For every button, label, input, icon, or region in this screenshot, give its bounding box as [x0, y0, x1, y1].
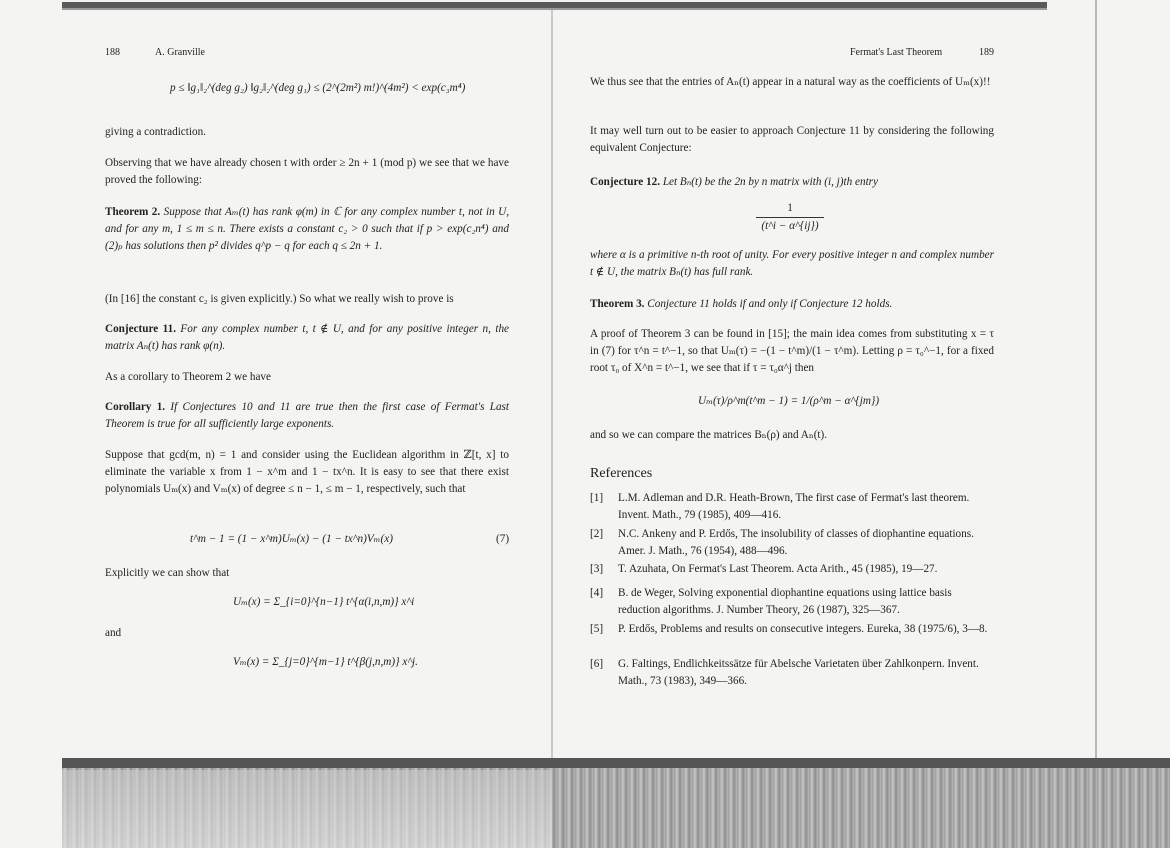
- scan-right-edge: [1095, 0, 1097, 848]
- corollary-1-text: If Conjectures 10 and 11 are true then the first case of Fermat's Last Theorem is true for all sufficiently large exponents.: [105, 401, 510, 430]
- theorem-2: [105, 204, 509, 255]
- left-page-number: 188: [105, 47, 120, 58]
- reference-5-number: [5]: [590, 623, 604, 635]
- reference-4: [590, 585, 994, 619]
- paragraph-entries: We thus see that the entries of Aₙ(t) appear in a natural way as the coefficients of Uₘ(x)!!: [590, 76, 991, 88]
- equation-7: t^m − 1 = (1 − x^m)Uₘ(x) − (1 − tx^n)Vₘ(x): [190, 533, 393, 545]
- theorem-2-label: Theorem 2.: [105, 206, 161, 218]
- conjecture-11-label: Conjecture 11.: [105, 323, 176, 335]
- reference-4-number: [4]: [590, 587, 604, 599]
- conjecture-11: [105, 321, 509, 355]
- reference-4-text: B. de Weger, Solving exponential diophantine equations using lattice basis reduction algorithms. J. Number Theory, 26 (1987), 325—367.: [618, 587, 952, 616]
- reference-6-text: G. Faltings, Endlichkeitssätze für Abelsche Varietaten über Zahlkonpern. Invent. Math., 73 (1983), 349—366.: [618, 658, 979, 687]
- reference-6: [590, 656, 994, 690]
- right-running-head: Fermat's Last Theorem: [850, 47, 943, 58]
- reference-1-text: L.M. Adleman and D.R. Heath-Brown, The first case of Fermat's last theorem. Invent. Math., 79 (1985), 409—416.: [618, 492, 970, 521]
- equation-rho: Uₘ(τ)/ρ^m(t^m − 1) = 1/(ρ^m − α^{jm}): [698, 395, 880, 407]
- reference-3-number: [3]: [590, 563, 604, 575]
- paragraph-and: and: [105, 627, 122, 639]
- paragraph-explicitly: Explicitly we can show that: [105, 567, 230, 579]
- right-page-number: 189: [979, 47, 994, 58]
- equation-entry-fraction: [750, 200, 830, 235]
- paragraph-equivalent: It may well turn out to be easier to approach Conjecture 11 by considering the following equivalent Conjecture:: [590, 125, 994, 154]
- corollary-1-label: Corollary 1.: [105, 401, 166, 413]
- reference-1-number: [1]: [590, 492, 604, 504]
- paragraph-contradiction: giving a contradiction.: [105, 126, 206, 138]
- reference-3-text: T. Azuhata, On Fermat's Last Theorem. Acta Arith., 45 (1985), 19—27.: [618, 563, 938, 575]
- theorem-3: [590, 296, 994, 313]
- paragraph-compare: and so we can compare the matrices Bₙ(ρ) and Aₙ(t).: [590, 429, 828, 441]
- reference-2-text: N.C. Ankeny and P. Erdős, The insolubility of classes of diophantine equations. Amer. J. Math., 76 (1954), 488—496.: [618, 528, 974, 557]
- equation-7-number: (7): [496, 533, 510, 545]
- reference-2: [590, 526, 994, 560]
- reference-2-number: [2]: [590, 528, 604, 540]
- reference-6-number: [6]: [590, 658, 604, 670]
- left-page: [105, 0, 509, 750]
- reference-3: [590, 561, 994, 578]
- scan-bottom-highlight: [62, 770, 552, 848]
- theorem-2-text: Suppose that Aₘ(t) has rank φ(m) in ℂ for any complex number t, not in U, and for any m, 1 ≤ m ≤ n. There exists a constant c₂ > 0 such that if p > exp(c₂n⁴) and (2)ₚ has solutions then p² divides q^p − q for each q ≤ 2n + 1.: [105, 206, 510, 252]
- reference-5-text: P. Erdős, Problems and results on consecutive integers. Eureka, 38 (1975/6), 3—8.: [618, 623, 988, 635]
- paragraph-corollary-intro: As a corollary to Theorem 2 we have: [105, 371, 271, 383]
- paragraph-observing: Observing that we have already chosen t with order ≥ 2n + 1 (mod p) we see that we have proved the following:: [105, 157, 509, 186]
- conjecture-12: [590, 174, 994, 191]
- corollary-1: [105, 399, 509, 433]
- reference-5: [590, 621, 994, 655]
- paragraph-primitive-root: where α is a primitive n-th root of unity. For every positive integer n and complex number t ∉ U, the matrix Bₙ(t) has full rank.: [590, 249, 994, 278]
- theorem-3-text: Conjecture 11 holds if and only if Conjecture 12 holds.: [647, 298, 893, 310]
- conjecture-12-text: Let Bₙ(t) be the 2n by n matrix with (i, j)th entry: [662, 176, 879, 188]
- equation-entry-numerator: 1: [787, 202, 793, 214]
- equation-entry-denominator: (t^i − α^{ij}): [761, 220, 819, 232]
- equation-top: p ≤ ‖g₁‖₂^(deg g₂) ‖g₂‖₂^(deg g₁) ≤ (2^(2m²) m!)^(4m²) < exp(c₃m⁴): [170, 82, 466, 94]
- conjecture-12-label: Conjecture 12.: [590, 176, 661, 188]
- left-running-head: A. Granville: [155, 47, 205, 58]
- book-gutter: [551, 10, 553, 760]
- paragraph-constant: (In [16] the constant c₂ is given explicitly.) So what we really wish to prove is: [105, 293, 454, 305]
- equation-U: Uₘ(x) = Σ_{i=0}^{n−1} t^{α(i,n,m)} x^i: [233, 596, 415, 608]
- paragraph-euclidean: Suppose that gcd(m, n) = 1 and consider using the Euclidean algorithm in ℤ[t, x] to eliminate the variable x from 1 − x^m and 1 − tx^n. It is easy to see that there exist polynomials Uₘ(x) and Vₘ(x) of degree ≤ n − 1, ≤ m − 1, respectively, such that: [105, 449, 509, 495]
- theorem-3-label: Theorem 3.: [590, 298, 645, 310]
- right-page: [590, 0, 994, 750]
- references-heading: References: [590, 466, 653, 481]
- paragraph-proof: A proof of Theorem 3 can be found in [15]; the main idea comes from substituting x = τ in (7) for τ^n = t^−1, so that Uₘ(τ) = −(1 − t^m)/(1 − τ^m). Letting ρ = τ₀^−1, for a fixed root τ₀ of X^n = t^−1, we see that if τ = τ₀α^j then: [590, 328, 994, 374]
- conjecture-11-text: For any complex number t, t ∉ U, and for any positive integer n, the matrix Aₙ(t) has rank φ(n).: [105, 323, 510, 352]
- equation-V: Vₘ(x) = Σ_{j=0}^{m−1} t^{β(j,n,m)} x^j.: [233, 656, 418, 668]
- reference-1: [590, 490, 994, 524]
